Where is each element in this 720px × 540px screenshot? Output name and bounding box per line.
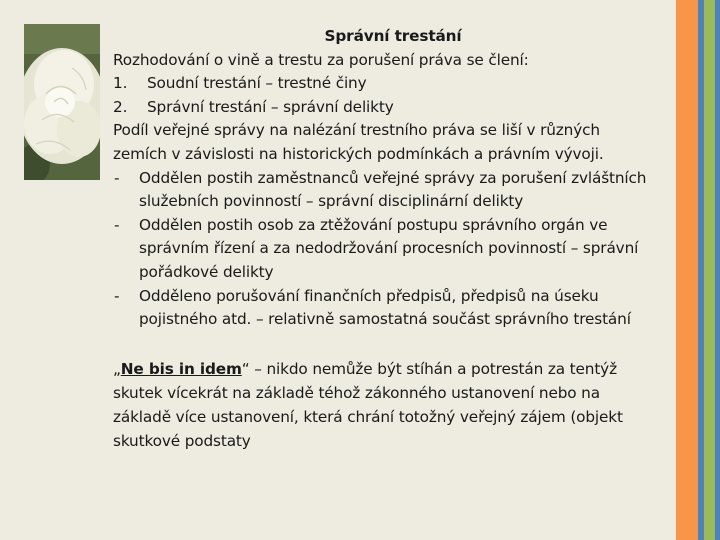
slide-title: Správní trestání <box>324 27 462 45</box>
spacer <box>113 332 673 355</box>
quote-close-mark: “ <box>241 359 250 378</box>
numbered-item <box>113 96 673 120</box>
quote-block <box>113 357 673 453</box>
dash-item-line: pořádkové delikty <box>139 262 274 281</box>
dash-marker: - <box>114 168 120 187</box>
quote-rest: – nikdo nemůže být stíhán a potrestán za tentýž <box>249 359 617 378</box>
dash-marker: - <box>114 286 120 305</box>
item-text: Správní trestání – správní delikty <box>147 97 394 116</box>
quote-open-mark: „ <box>113 359 121 378</box>
dash-item-line: správním řízení a za nedodržování procesních povinností – správní <box>139 239 639 258</box>
quote-line: skutkové podstaty <box>113 431 251 450</box>
dash-item-line: pojistného atd. – relativně samostatná součást správního trestání <box>139 310 631 329</box>
green-stripe <box>704 0 715 540</box>
quote-line: základě více ustanovení, která chrání totožný veřejný zájem (objekt <box>113 407 623 426</box>
dash-item-line: Odděleno porušování finančních předpisů, předpisů na úseku <box>139 286 599 305</box>
blue-stripe-outer <box>715 0 720 540</box>
item-number: 2. <box>113 97 128 116</box>
slide-content <box>113 25 673 453</box>
quote-first-line <box>113 357 673 381</box>
rose-illustration <box>24 24 100 180</box>
dash-item-line: Oddělen postih osob za ztěžování postupu správního orgán ve <box>139 215 608 234</box>
paragraph-line: Podíl veřejné správy na nalézání trestního práva se liší v různých <box>113 121 600 140</box>
dash-marker: - <box>114 215 120 234</box>
dash-item-line: služebních povinností – správní disciplinární delikty <box>139 192 524 211</box>
item-number: 1. <box>113 74 128 93</box>
latin-term: Ne bis in idem <box>120 359 242 378</box>
orange-stripe <box>676 0 698 540</box>
dash-list-item <box>113 167 673 214</box>
decorative-stripes <box>676 0 720 540</box>
numbered-item <box>113 72 673 96</box>
intro-text: Rozhodování o vině a trestu za porušení práva se člení: <box>113 50 529 69</box>
paragraph-line: zemích v závislosti na historických podmínkách a právním vývoji. <box>113 144 604 163</box>
dash-list-item <box>113 285 673 332</box>
white-rose-image <box>24 24 100 180</box>
item-text: Soudní trestání – trestné činy <box>147 74 367 93</box>
quote-line: skutek vícekrát na základě téhož zákonného ustanovení nebo na <box>113 383 600 402</box>
dash-list-item <box>113 214 673 285</box>
dash-item-line: Oddělen postih zaměstnanců veřejné správy za porušení zvláštních <box>139 168 647 187</box>
